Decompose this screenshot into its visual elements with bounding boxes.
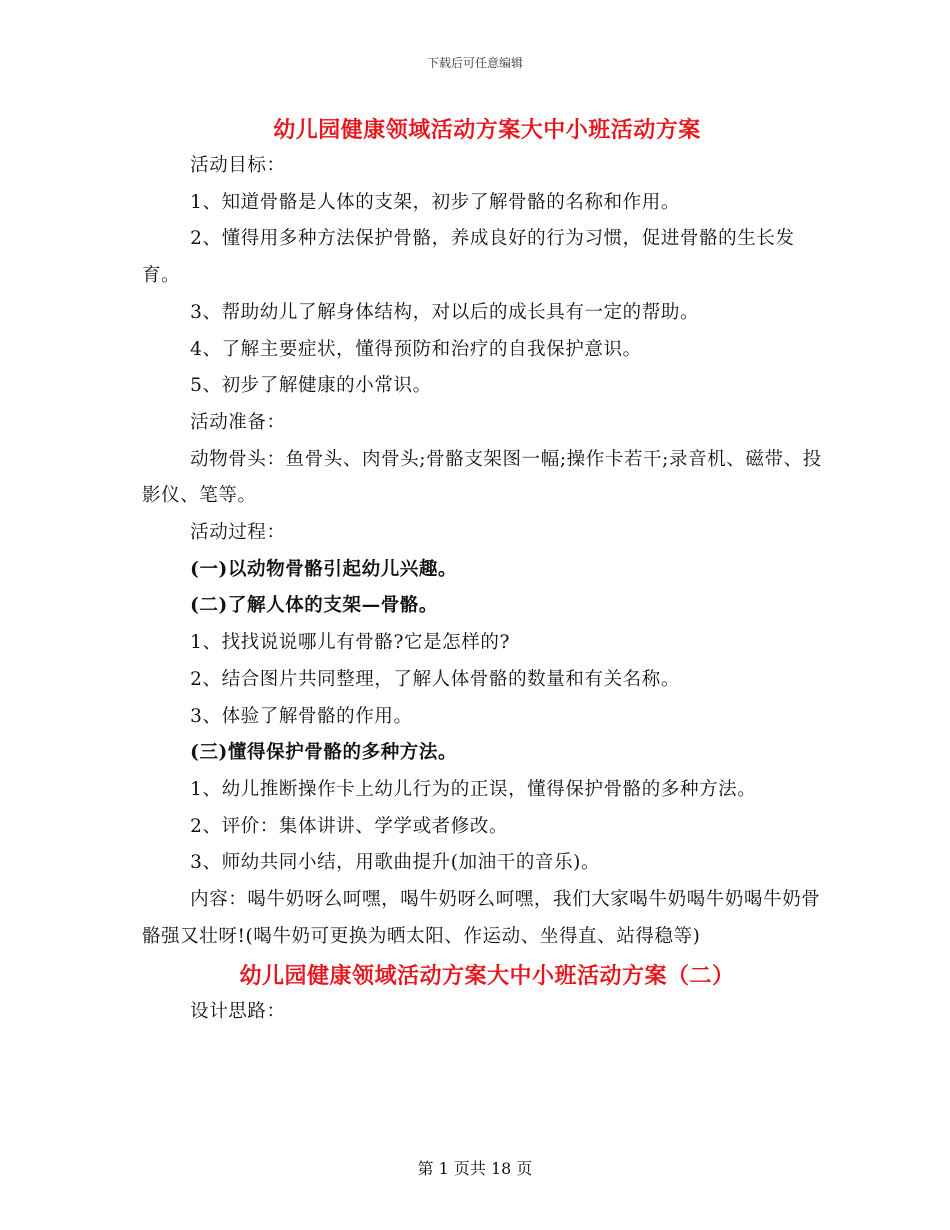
page-header: 下载后可任意编辑	[426, 56, 523, 70]
paragraph: 2、懂得用多种方法保护骨骼，养成良好的行为习惯，促进骨骼的生长发育。	[142, 228, 795, 287]
paragraph: 内容：喝牛奶呀么呵嘿，喝牛奶呀么呵嘿，我们大家喝牛奶喝牛奶喝牛奶骨骼强又壮呀!(喝牛奶可更换为晒太阳、作运动、坐得直、站得稳等)	[142, 889, 821, 947]
section-heading: (一)以动物骨骼引起幼儿兴趣。	[190, 558, 458, 580]
paragraph: 活动过程：	[190, 522, 286, 544]
paragraph: 2、评价：集体讲讲、学学或者修改。	[190, 815, 509, 837]
paragraph: 2、结合图片共同整理，了解人体骨骼的数量和有关名称。	[190, 668, 680, 690]
section-two-title: 幼儿园健康领域活动方案大中小班活动方案（二）	[239, 963, 735, 990]
document-title: 幼儿园健康领域活动方案大中小班活动方案	[273, 117, 701, 143]
paragraph: 动物骨头：鱼骨头、肉骨头;骨骼支架图一幅;操作卡若干;录音机、磁带、投影仪、笔等。	[142, 448, 822, 507]
section-heading: (三)懂得保护骨骼的多种方法。	[190, 742, 458, 764]
paragraph: 1、知道骨骼是人体的支架，初步了解骨骼的名称和作用。	[190, 191, 680, 213]
paragraph: 设计思路：	[190, 1001, 286, 1023]
paragraph: 3、体验了解骨骼的作用。	[190, 705, 413, 727]
paragraph: 1、幼儿推断操作卡上幼儿行为的正误，懂得保护骨骼的多种方法。	[190, 778, 757, 800]
paragraph: 3、师幼共同小结，用歌曲提升(加油干的音乐)。	[190, 852, 601, 874]
paragraph: 4、了解主要症状，懂得预防和治疗的自我保护意识。	[190, 338, 642, 360]
section-heading: (二)了解人体的支架—骨骼。	[190, 595, 439, 617]
page-footer: 第 1 页共 18 页	[417, 1159, 533, 1178]
paragraph: 3、帮助幼儿了解身体结构，对以后的成长具有一定的帮助。	[190, 301, 700, 323]
paragraph: 活动目标：	[190, 155, 286, 176]
paragraph: 1、找找说说哪儿有骨骼?它是怎样的?	[190, 632, 511, 654]
paragraph: 5、初步了解健康的小常识。	[190, 375, 432, 397]
document-body	[142, 112, 832, 1031]
paragraph: 活动准备：	[190, 411, 286, 433]
section-one-paragraphs	[142, 148, 832, 955]
section-two-paragraphs	[142, 994, 832, 1031]
